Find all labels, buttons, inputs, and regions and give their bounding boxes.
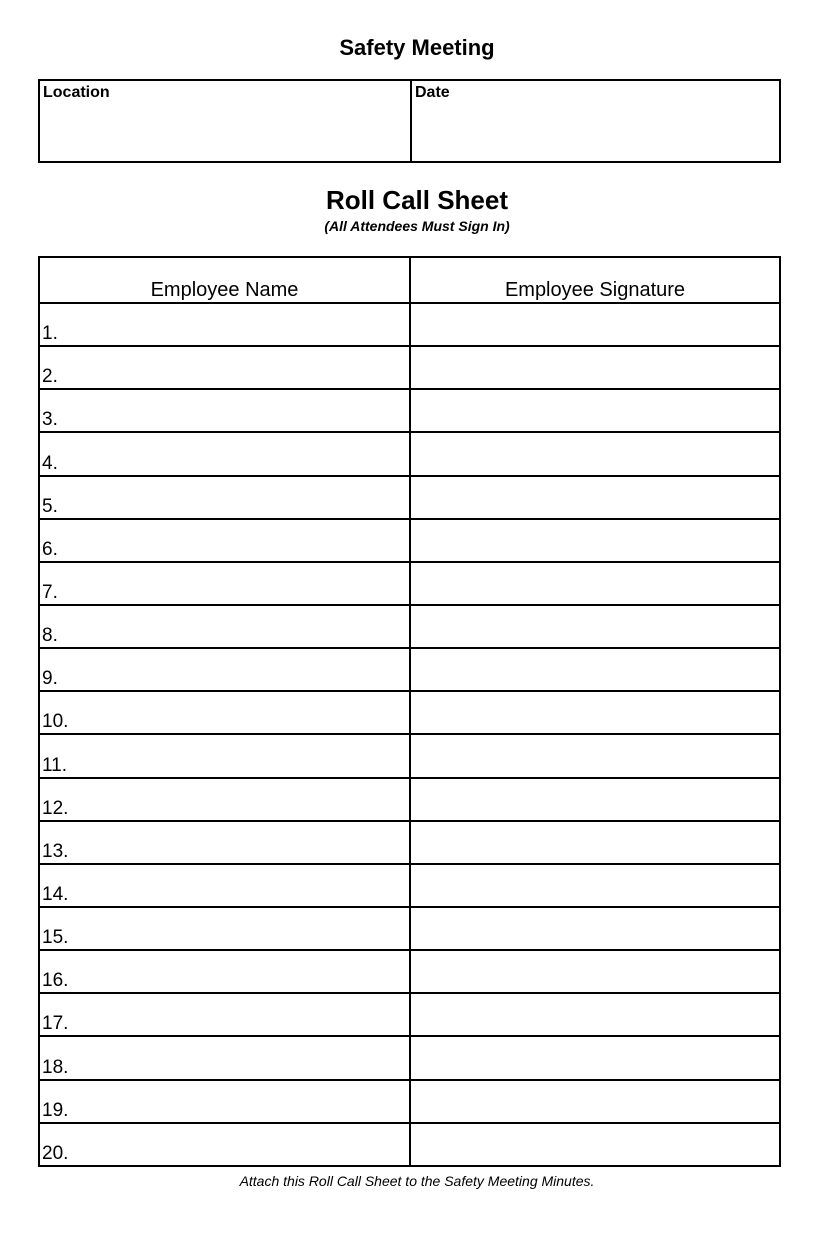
table-row: [40, 1035, 779, 1078]
employee-signature-cell[interactable]: [411, 563, 779, 604]
row-number: 1.: [42, 323, 58, 345]
table-row: [40, 777, 779, 820]
row-number: 10.: [42, 711, 69, 733]
footer-note: Attach this Roll Call Sheet to the Safety Meeting Minutes.: [239, 1173, 595, 1189]
table-row: [40, 906, 779, 949]
employee-signature-cell[interactable]: [411, 347, 779, 388]
employee-name-cell[interactable]: [40, 390, 411, 431]
row-number: 16.: [42, 970, 69, 992]
row-number: 4.: [42, 452, 58, 474]
date-field[interactable]: [412, 81, 779, 161]
employee-name-cell[interactable]: [40, 692, 411, 733]
employee-name-cell[interactable]: [40, 865, 411, 906]
table-row: [40, 345, 779, 388]
employee-name-cell[interactable]: [40, 822, 411, 863]
row-number: 13.: [42, 840, 69, 862]
row-number: 6.: [42, 538, 58, 560]
employee-signature-cell[interactable]: [411, 692, 779, 733]
table-row: [40, 431, 779, 474]
employee-name-cell[interactable]: [40, 520, 411, 561]
table-body: [40, 302, 779, 1165]
table-row: [40, 1122, 779, 1165]
employee-signature-cell[interactable]: [411, 994, 779, 1035]
row-number: 12.: [42, 797, 69, 819]
employee-name-cell[interactable]: [40, 1124, 411, 1165]
column-header-signature: [411, 258, 779, 302]
employee-signature-cell[interactable]: [411, 822, 779, 863]
employee-name-cell[interactable]: [40, 908, 411, 949]
employee-name-cell[interactable]: [40, 779, 411, 820]
employee-name-cell[interactable]: [40, 1037, 411, 1078]
employee-signature-cell[interactable]: [411, 865, 779, 906]
employee-name-cell[interactable]: [40, 994, 411, 1035]
table-row: [40, 561, 779, 604]
table-row: [40, 647, 779, 690]
sheet-title: Roll Call Sheet: [325, 185, 509, 215]
table-row: [40, 388, 779, 431]
employee-name-cell[interactable]: [40, 649, 411, 690]
employee-name-cell[interactable]: [40, 1081, 411, 1122]
employee-signature-cell[interactable]: [411, 951, 779, 992]
table-row: [40, 302, 779, 345]
employee-signature-cell[interactable]: [411, 649, 779, 690]
employee-name-cell[interactable]: [40, 433, 411, 474]
row-number: 19.: [42, 1099, 69, 1121]
location-label: Location: [43, 84, 110, 101]
column-header-name-label: Employee Name: [150, 279, 299, 301]
employee-name-cell[interactable]: [40, 347, 411, 388]
location-field[interactable]: [40, 81, 412, 161]
employee-signature-cell[interactable]: [411, 779, 779, 820]
employee-signature-cell[interactable]: [411, 304, 779, 345]
row-number: 3.: [42, 409, 58, 431]
table-row: [40, 475, 779, 518]
column-header-name: [40, 258, 411, 302]
employee-name-cell[interactable]: [40, 951, 411, 992]
table-row: [40, 863, 779, 906]
employee-signature-cell[interactable]: [411, 390, 779, 431]
employee-signature-cell[interactable]: [411, 908, 779, 949]
sheet-subtitle: (All Attendees Must Sign In): [324, 218, 510, 234]
row-number: 17.: [42, 1013, 69, 1035]
row-number: 8.: [42, 625, 58, 647]
table-row: [40, 949, 779, 992]
employee-name-cell[interactable]: [40, 606, 411, 647]
table-row: [40, 604, 779, 647]
employee-name-cell[interactable]: [40, 304, 411, 345]
table-row: [40, 820, 779, 863]
row-number: 2.: [42, 366, 58, 388]
row-number: 20.: [42, 1142, 69, 1164]
employee-signature-cell[interactable]: [411, 1081, 779, 1122]
roll-call-table: [38, 256, 781, 1167]
row-number: 14.: [42, 883, 69, 905]
employee-signature-cell[interactable]: [411, 1124, 779, 1165]
table-row: [40, 690, 779, 733]
table-row: [40, 518, 779, 561]
table-header-row: [40, 258, 779, 302]
employee-signature-cell[interactable]: [411, 433, 779, 474]
table-row: [40, 733, 779, 776]
table-row: [40, 1079, 779, 1122]
row-number: 7.: [42, 581, 58, 603]
row-number: 18.: [42, 1056, 69, 1078]
employee-signature-cell[interactable]: [411, 1037, 779, 1078]
column-header-signature-label: Employee Signature: [504, 279, 686, 301]
employee-name-cell[interactable]: [40, 735, 411, 776]
table-row: [40, 992, 779, 1035]
row-number: 5.: [42, 495, 58, 517]
employee-name-cell[interactable]: [40, 563, 411, 604]
row-number: 15.: [42, 927, 69, 949]
employee-signature-cell[interactable]: [411, 520, 779, 561]
date-label: Date: [415, 84, 450, 101]
meeting-info-box: [38, 79, 781, 163]
employee-signature-cell[interactable]: [411, 477, 779, 518]
row-number: 11.: [42, 754, 68, 776]
employee-signature-cell[interactable]: [411, 606, 779, 647]
employee-name-cell[interactable]: [40, 477, 411, 518]
row-number: 9.: [42, 668, 58, 690]
employee-signature-cell[interactable]: [411, 735, 779, 776]
page-title: Safety Meeting: [339, 35, 495, 60]
